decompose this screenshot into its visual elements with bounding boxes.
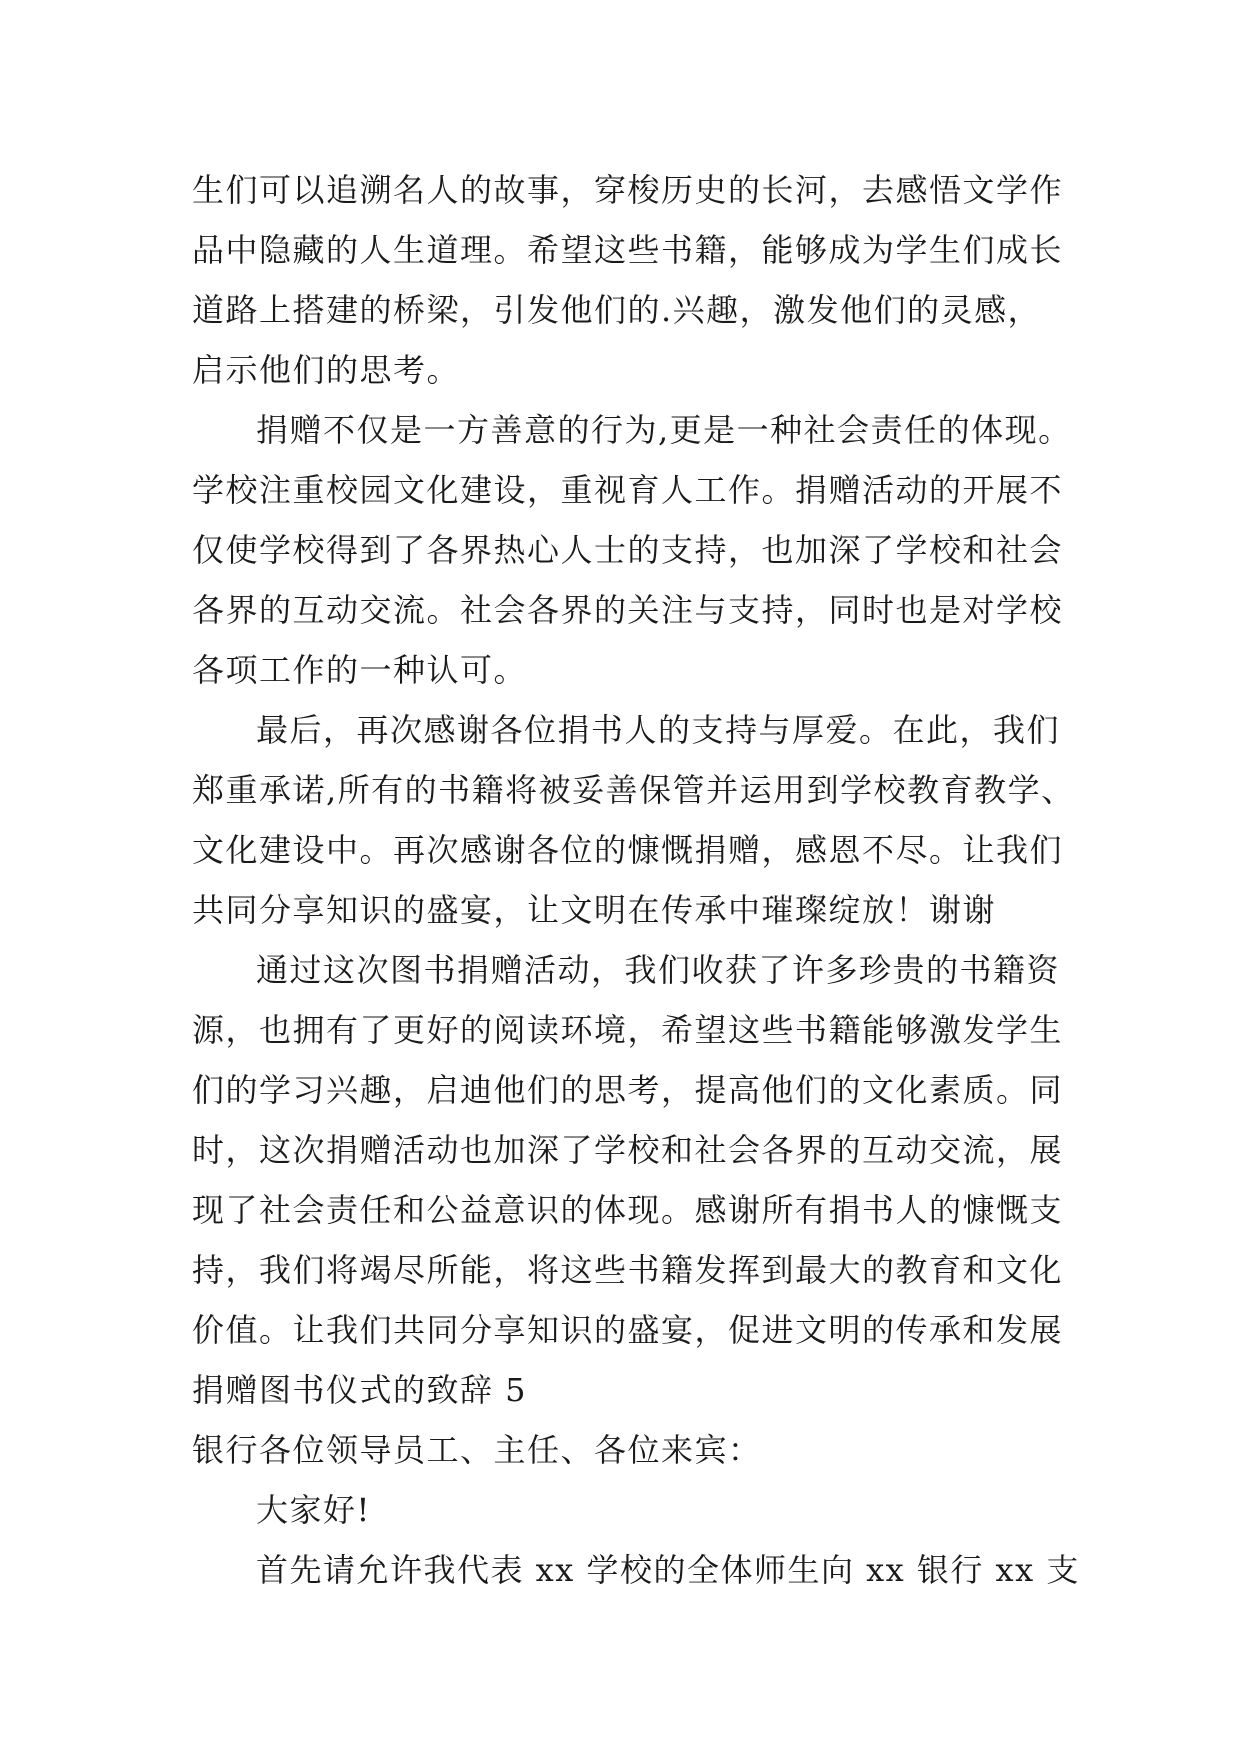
text-line: 价值。让我们共同分享知识的盛宴，促进文明的传承和发展	[192, 1311, 1064, 1349]
text-line: 各项工作的一种认可。	[192, 651, 528, 689]
text-line: 郑重承诺,所有的书籍将被妥善保管并运用到学校教育教学、	[192, 771, 1075, 809]
text-line: 共同分享知识的盛宴，让文明在传承中璀璨绽放！谢谢	[192, 891, 997, 929]
text-line: 文化建设中。再次感谢各位的慷慨捐赠，感恩不尽。让我们	[192, 831, 1064, 869]
text-line: 现了社会责任和公益意识的体现。感谢所有捐书人的慷慨支	[192, 1191, 1064, 1229]
text-line: 各界的互动交流。社会各界的关注与支持，同时也是对学校	[192, 591, 1064, 629]
text-line: 通过这次图书捐赠活动，我们收获了许多珍贵的书籍资	[256, 951, 1061, 989]
text-line: 首先请允许我代表 xx 学校的全体师生向 xx 银行 xx 支	[256, 1551, 1080, 1589]
text-line: 源，也拥有了更好的阅读环境，希望这些书籍能够激发学生	[192, 1011, 1064, 1049]
text-line: 们的学习兴趣，启迪他们的思考，提高他们的文化素质。同	[192, 1071, 1064, 1109]
text-line: 道路上搭建的桥梁，引发他们的.兴趣，激发他们的灵感，	[192, 291, 1042, 329]
text-line: 银行各位领导员工、主任、各位来宾：	[192, 1431, 762, 1469]
text-line: 启示他们的思考。	[192, 351, 461, 389]
document-body	[192, 160, 1080, 1600]
text-line: 仅使学校得到了各界热心人士的支持，也加深了学校和社会	[192, 531, 1064, 569]
text-line: 持，我们将竭尽所能，将这些书籍发挥到最大的教育和文化	[192, 1251, 1064, 1289]
text-line: 生们可以追溯名人的故事，穿梭历史的长河，去感悟文学作	[192, 171, 1064, 209]
text-line: 学校注重校园文化建设，重视育人工作。捐赠活动的开展不	[192, 471, 1064, 509]
text-line: 品中隐藏的人生道理。希望这些书籍，能够成为学生们成长	[192, 231, 1064, 269]
text-line: 大家好!	[256, 1491, 371, 1529]
text-line: 时，这次捐赠活动也加深了学校和社会各界的互动交流，展	[192, 1131, 1064, 1169]
text-line: 捐赠不仅是一方善意的行为,更是一种社会责任的体现。	[256, 411, 1072, 449]
text-line: 捐赠图书仪式的致辞 5	[192, 1371, 528, 1409]
text-line: 最后，再次感谢各位捐书人的支持与厚爱。在此，我们	[256, 711, 1061, 749]
